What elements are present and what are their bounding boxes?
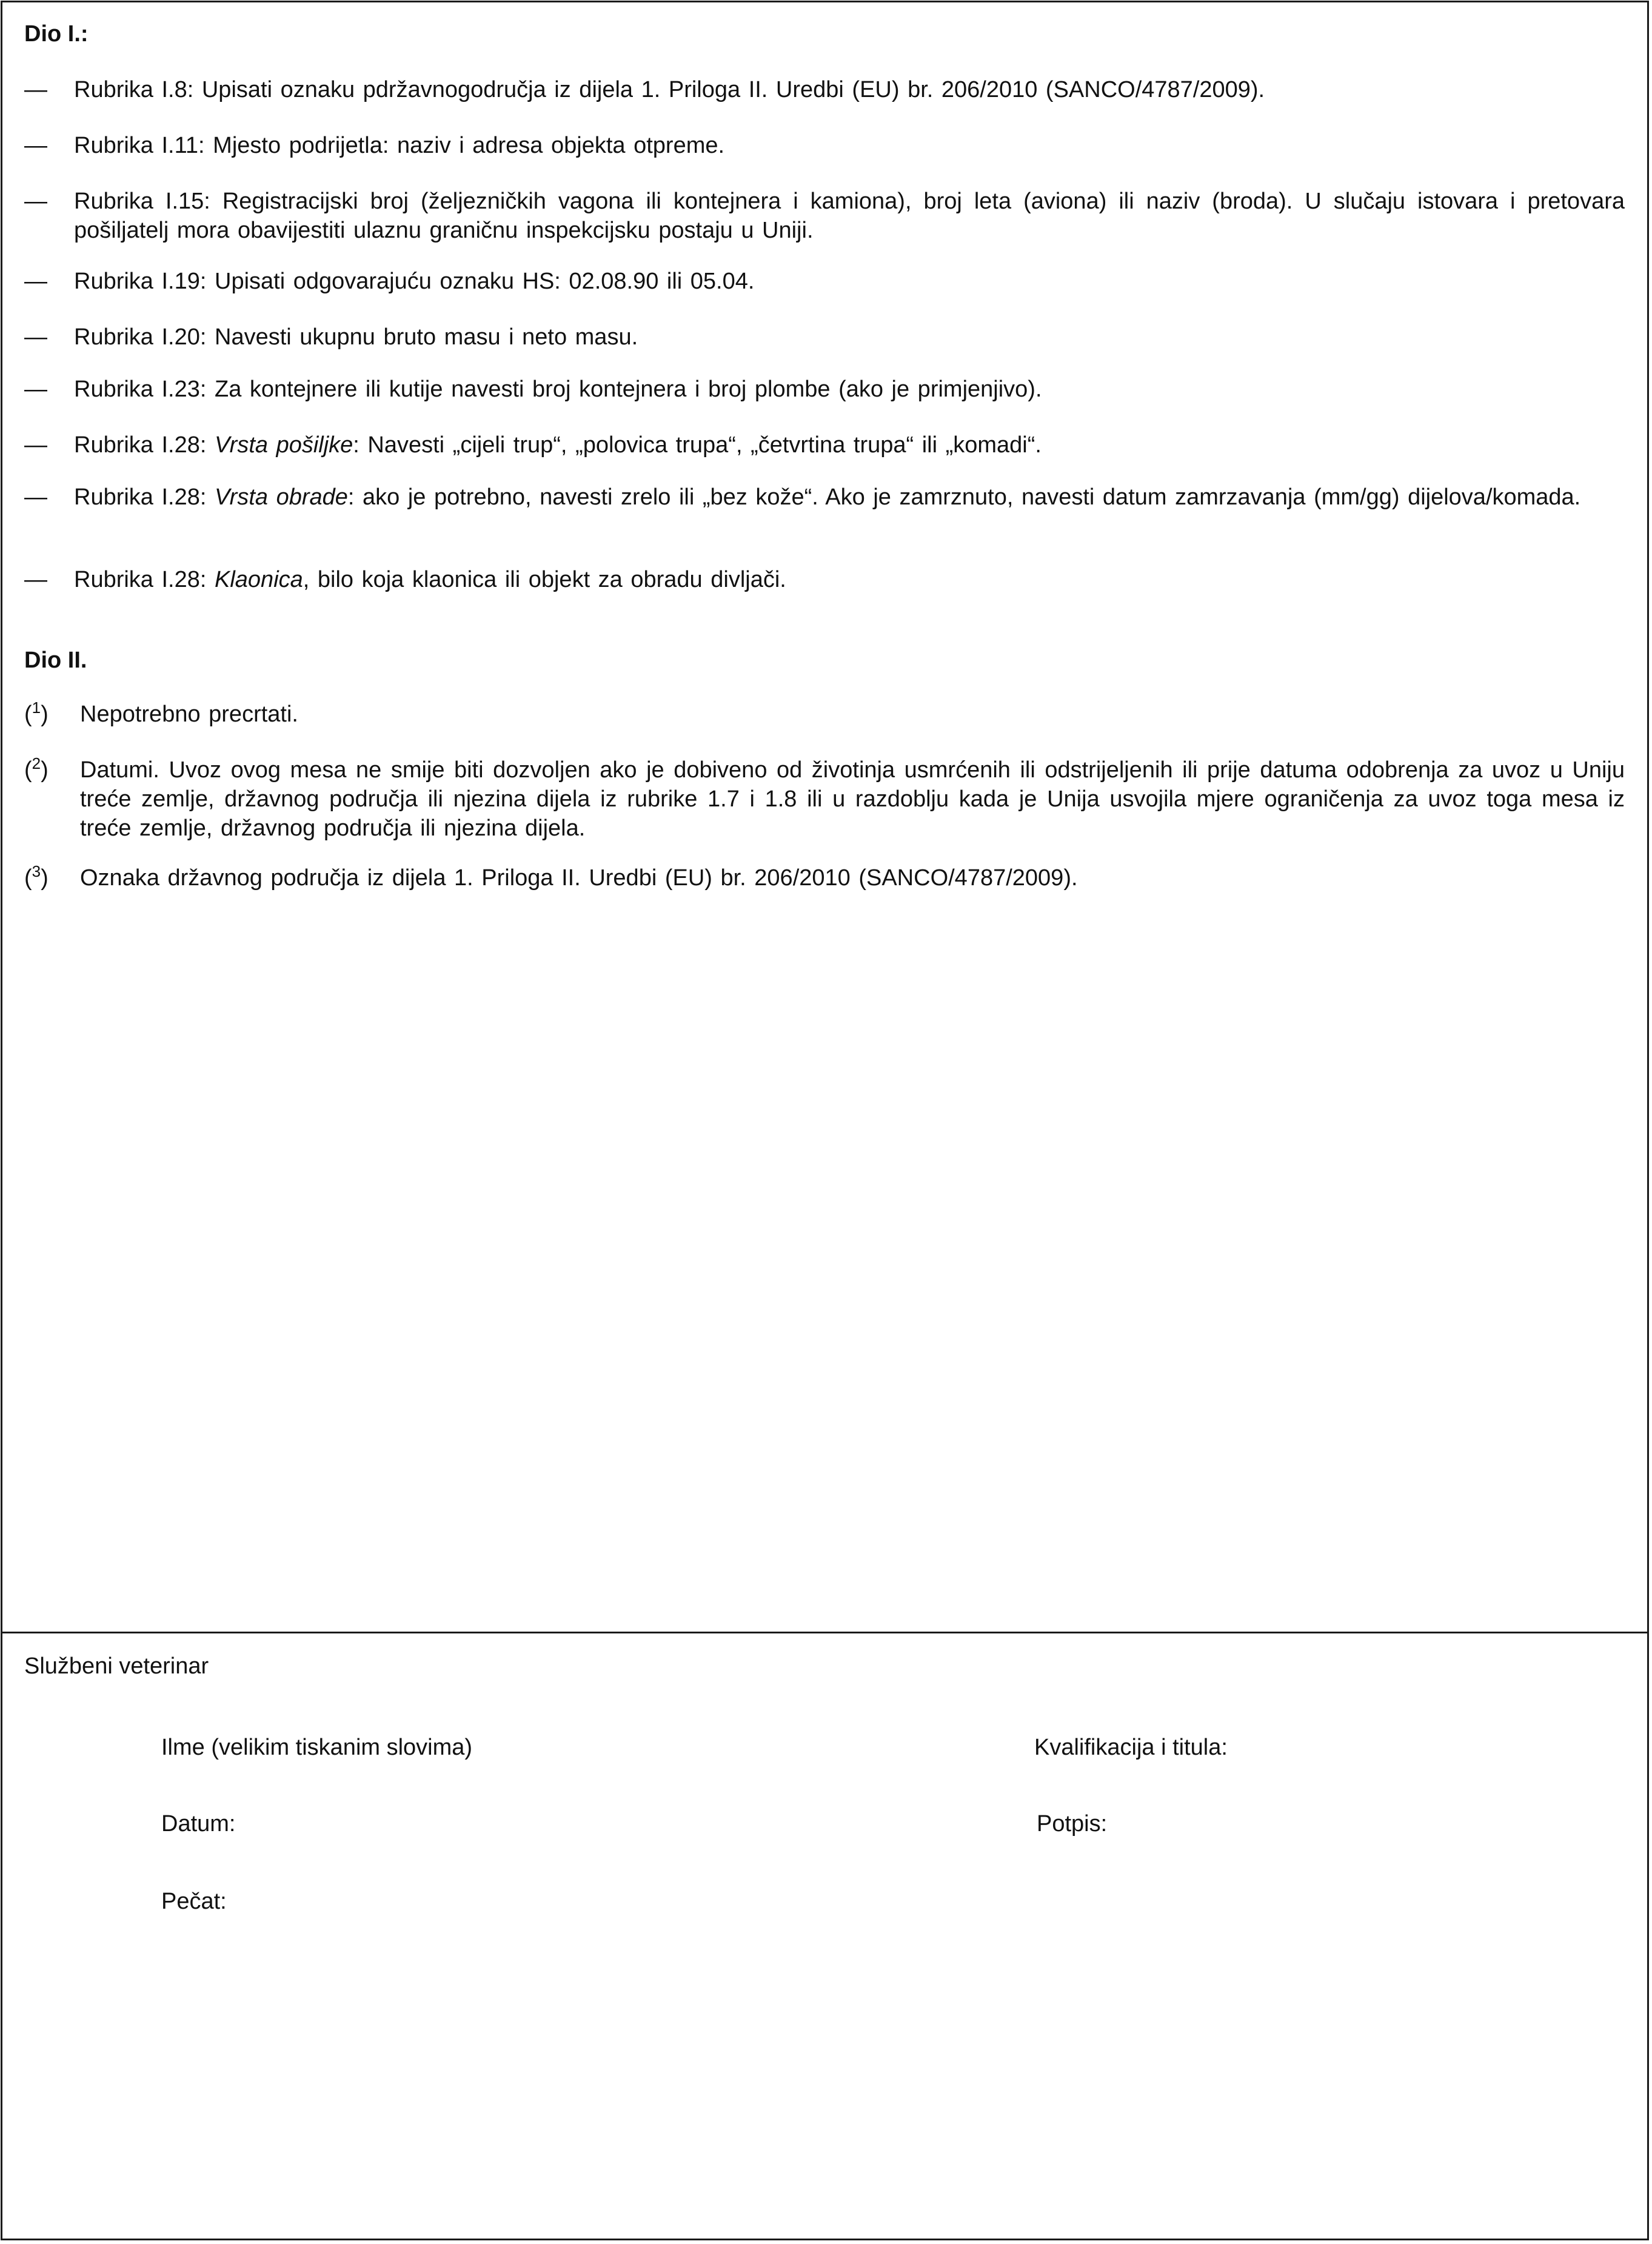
stamp-label: Pečat: xyxy=(161,1889,227,1914)
part2-heading: Dio II. xyxy=(24,648,87,673)
list-item xyxy=(24,565,1625,594)
qualification-label: Kvalifikacija i titula: xyxy=(1034,1735,1228,1760)
dash: — xyxy=(24,484,47,510)
footnote-text: Datumi. Uvoz ovog mesa ne smije biti dozvoljen ako je dobiveno od životinja usmrćenih ili odstrijeljenih ili prije datuma odobrenja za uvoz u Uniju treće zemlje, državnog područja ili njezina dijela iz rubrike 1.7 i 1.8 ili u razdoblju kada je Unija usvojila mjere ograničenja za uvoz toga mesa iz treće zemlje, državnog područja ili njezina dijela. xyxy=(80,757,1625,841)
item-text: Rubrika I.15: Registracijski broj (željezničkih vagona ili kontejnera i kamiona), broj leta (aviona) ili naziv (broda). U slučaju istovara i pretovara pošiljatelj mora obavijestiti ulaznu graničnu inspekcijsku postaju u Uniji. xyxy=(74,189,1625,243)
list-item xyxy=(24,131,1625,160)
footnote-text: Nepotrebno precrtati. xyxy=(80,702,298,727)
dash: — xyxy=(24,77,47,102)
item-text: Rubrika I.19: Upisati odgovarajuću oznaku HS: 02.08.90 ili 05.04. xyxy=(74,269,755,294)
item-text: Rubrika I.28: Klaonica, bilo koja klaonica ili objekt za obradu divljači. xyxy=(74,567,786,592)
footnote-marker: ($^1$) xyxy=(24,698,48,727)
dash: — xyxy=(24,377,47,402)
dash: — xyxy=(24,432,47,458)
item-text: Rubrika I.20: Navesti ukupnu bruto masu i neto masu. xyxy=(74,324,638,350)
footnote-text: Oznaka državnog područja iz dijela 1. Priloga II. Uredbi (EU) br. 206/2010 (SANCO/4787/2009). xyxy=(80,865,1078,891)
list-item xyxy=(24,187,1625,245)
footnote xyxy=(24,700,1625,729)
dash: — xyxy=(24,324,47,350)
item-text: Rubrika I.28: Vrsta pošiljke: Navesti „cijeli trup“, „polovica trupa“, „četvrtina trupa“ ili „komadi“. xyxy=(74,432,1042,458)
item-text: Rubrika I.11: Mjesto podrijetla: naziv i adresa objekta otpreme. xyxy=(74,133,725,158)
date-label: Datum: xyxy=(161,1811,236,1837)
notes-section xyxy=(2,2,1647,1633)
footnote xyxy=(24,755,1625,843)
certificate-frame xyxy=(1,1,1649,2240)
list-item xyxy=(24,375,1625,404)
list-item xyxy=(24,430,1625,460)
dash: — xyxy=(24,567,47,592)
item-text: Rubrika I.28: Vrsta obrade: ako je potrebno, navesti zrelo ili „bez kože“. Ako je zamrznuto, navesti datum zamrzavanja (mm/gg) dijelova/komada. xyxy=(74,484,1581,510)
part1-heading: Dio I.: xyxy=(24,21,89,47)
signature-section xyxy=(2,1633,1647,2239)
list-item xyxy=(24,323,1625,352)
dash: — xyxy=(24,269,47,294)
item-text: Rubrika I.23: Za kontejnere ili kutije navesti broj kontejnera i broj plombe (ako je primjenjivo). xyxy=(74,377,1042,402)
dash: — xyxy=(24,189,47,214)
list-item xyxy=(24,267,1625,296)
official-veterinarian-title: Službeni veterinar xyxy=(24,1653,209,1679)
signature-label: Potpis: xyxy=(1037,1811,1108,1837)
footnote-marker: ($^2$) xyxy=(24,754,48,783)
footnote-marker: ($^3$) xyxy=(24,862,48,891)
dash: — xyxy=(24,133,47,158)
list-item xyxy=(24,75,1625,104)
name-label: Ilme (velikim tiskanim slovima) xyxy=(161,1735,473,1760)
footnote xyxy=(24,863,1625,893)
list-item xyxy=(24,483,1625,512)
item-text: Rubrika I.8: Upisati oznaku pdržavnogodručja iz dijela 1. Priloga II. Uredbi (EU) br. 206/2010 (SANCO/4787/2009). xyxy=(74,77,1265,102)
